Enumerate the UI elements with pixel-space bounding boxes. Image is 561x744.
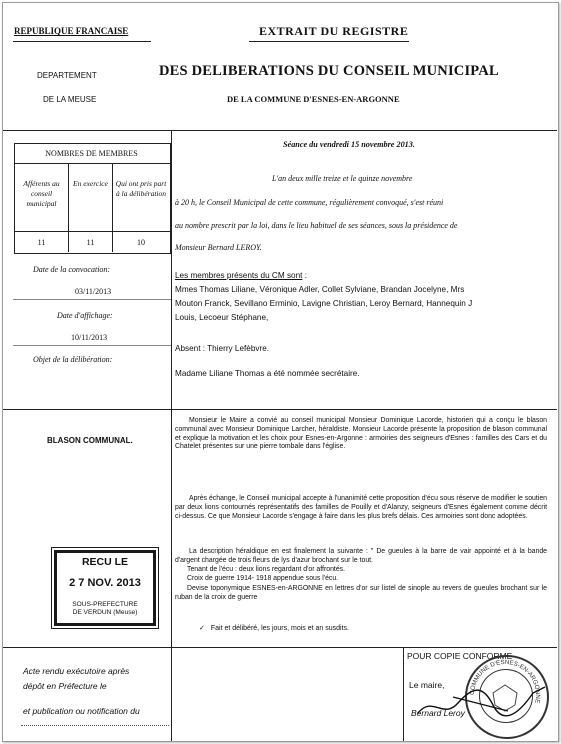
secretaire-line: Madame Liliane Thomas a été nommée secrétaire. [175,369,360,378]
departement-label: DEPARTEMENT [37,71,97,80]
header-rule-right [249,41,409,42]
column-divider-lower [171,409,172,647]
checkmark-icon: ✓ [199,625,205,632]
seance-line-2: à 20 h, le Conseil Municipal de cette commune, régulièrement convoqué, s'est réuni [175,198,444,207]
deliberation-paragraph-2: Après échange, le Conseil municipal accepte à l'unanimité cette proposition d'écu sous réserve de modifier le soutien par deux lions contournés représentatifs des familles de Pouilly et d'Alanzy, seigneurs d'Esnes également comme décrit ci-dessus. Ce que Monsieur Lacorde s'engage à faire dans les plus brefs délais. Ces armoiries sont donc adoptées. [175,495,547,520]
presents-line-3: Louis, Lecoeur Stéphane, [175,313,269,322]
seance-title: Séance du vendredi 15 novembre 2013. [283,140,415,149]
membres-col3-label: Qui ont pris part à la délibération [115,179,167,198]
main-rule-bottom [3,647,557,648]
membres-col1-label: Afférents au conseil municipal [23,179,60,208]
presents-heading-line [175,270,551,282]
objet-blason-communal: BLASON COMMUNAL. [47,436,133,445]
presents-line-2: Mouton Franck, Sevillano Erminio, Lavigne Christian, Leroy Bernard, Hannequin J [175,299,473,308]
extrait-du-registre: EXTRAIT DU REGISTRE [259,24,409,38]
header-rule-left [13,41,151,42]
commune-name: DE LA COMMUNE D'ESNES-EN-ARGONNE [227,94,400,104]
fait-text: Fait et délibéré, les jours, mois et an susdits. [210,625,349,632]
le-maire: Le maire, [409,680,445,690]
pour-copie-conforme: POUR COPIE CONFORME [407,651,513,661]
footer-divider-2 [403,647,404,741]
document-title: DES DELIBERATIONS DU CONSEIL MUNICIPAL [159,63,499,79]
acte-executoire-line-1: Acte rendu exécutoire après [23,666,130,676]
seal-text: COMMUNE D'ESNES-EN-ARGONNE [468,658,542,704]
deliberation-devise: Devise toponymique ESNES-en-ARGONNE en lettres d'or sur listel de sinople au revers de gueules brochant sur le ruban de la croix de guerre [175,585,547,601]
publication-dotted-line [21,725,169,726]
stamp-date: 2 7 NOV. 2013 [69,577,141,589]
convocation-date: 03/11/2013 [75,287,112,296]
acte-executoire-line-2: dépôt en Préfecture le [23,681,107,691]
republique-francaise: REPUBLIQUE FRANCAISE [14,26,129,36]
presents-heading-colon: : [302,271,307,280]
publication-notification: et publication ou notification du [23,706,140,716]
membres-values-rule [14,231,170,232]
deliberation-paragraph-1: Monsieur le Maire a convié au conseil municipal Monsieur Dominique Lacorde, historien qui a conçu le blason communal avec Monsieur Dominique Larcher, héraldiste. Monsieur Lacorde présente la proposition de blason communal et explique la motivation et les choix pour Esnes-en-Argonne : armoiries des seigneurs d'Esnes : familles des Cars et du Chatelet présentes sur une pierre tombale dans l'église. [175,417,547,451]
column-divider [171,130,172,409]
footer-divider-1 [171,647,172,741]
departement-name: DE LA MEUSE [43,95,97,104]
seance-line-4: Monsieur Bernard LEROY. [175,243,262,252]
fait-line [199,624,349,632]
membres-col3-value: 10 [137,238,145,247]
seance-line-1: L'an deux mille treize et le quinze novembre [272,174,413,183]
reception-stamp [54,550,156,626]
stamp-sous-prefecture: SOUS-PREFECTURE [72,601,138,608]
membres-col2-value: 11 [86,238,95,247]
deliberation-tenant: Tenant de l'écu : deux lions regardant d'or affrontés. [187,566,346,573]
objet-label: Objet de la délibération: [33,355,113,364]
absent-line: Absent : Thierry Lefèbvre. [175,344,270,353]
membres-heading: NOMBRES DE MEMBRES [45,149,138,158]
seance-line-3: au nombre prescrit par la loi, dans le lieu habituel de ses séances, sous la présidence de [175,221,458,230]
stamp-verdun: DE VERDUN (Meuse) [72,609,138,616]
membres-heading-rule [14,163,170,164]
stamp-recu-le: RECU LE [81,556,129,568]
membres-col2-label: En exercice [73,179,108,188]
presents-line-1: Mmes Thomas Liliane, Véronique Adler, Collet Sylviane, Brandan Jocelyne, Mrs [175,285,465,294]
affichage-date: 10/11/2013 [71,333,108,342]
convocation-rule [13,299,171,300]
affichage-rule [13,345,171,346]
maire-signature-name: Bernard Leroy [411,708,465,718]
presents-heading: Les membres présents du CM sont [175,271,303,280]
membres-col1-value: 11 [37,238,46,247]
affichage-label: Date d'affichage: [57,311,113,320]
main-rule-top [3,130,557,131]
document-page [2,2,559,742]
convocation-label: Date de la convocation: [33,265,111,274]
deliberation-paragraph-3: La description héraldique en est finalement la suivante : " De gueules à la barre de vair appointé et à la bande d'argent chargée de trois fleurs de lys d'azur brochant sur le tout. [175,548,547,564]
deliberation-croix: Croix de guerre 1914- 1918 appendue sous l'écu. [187,575,339,582]
main-rule-middle [3,409,557,410]
